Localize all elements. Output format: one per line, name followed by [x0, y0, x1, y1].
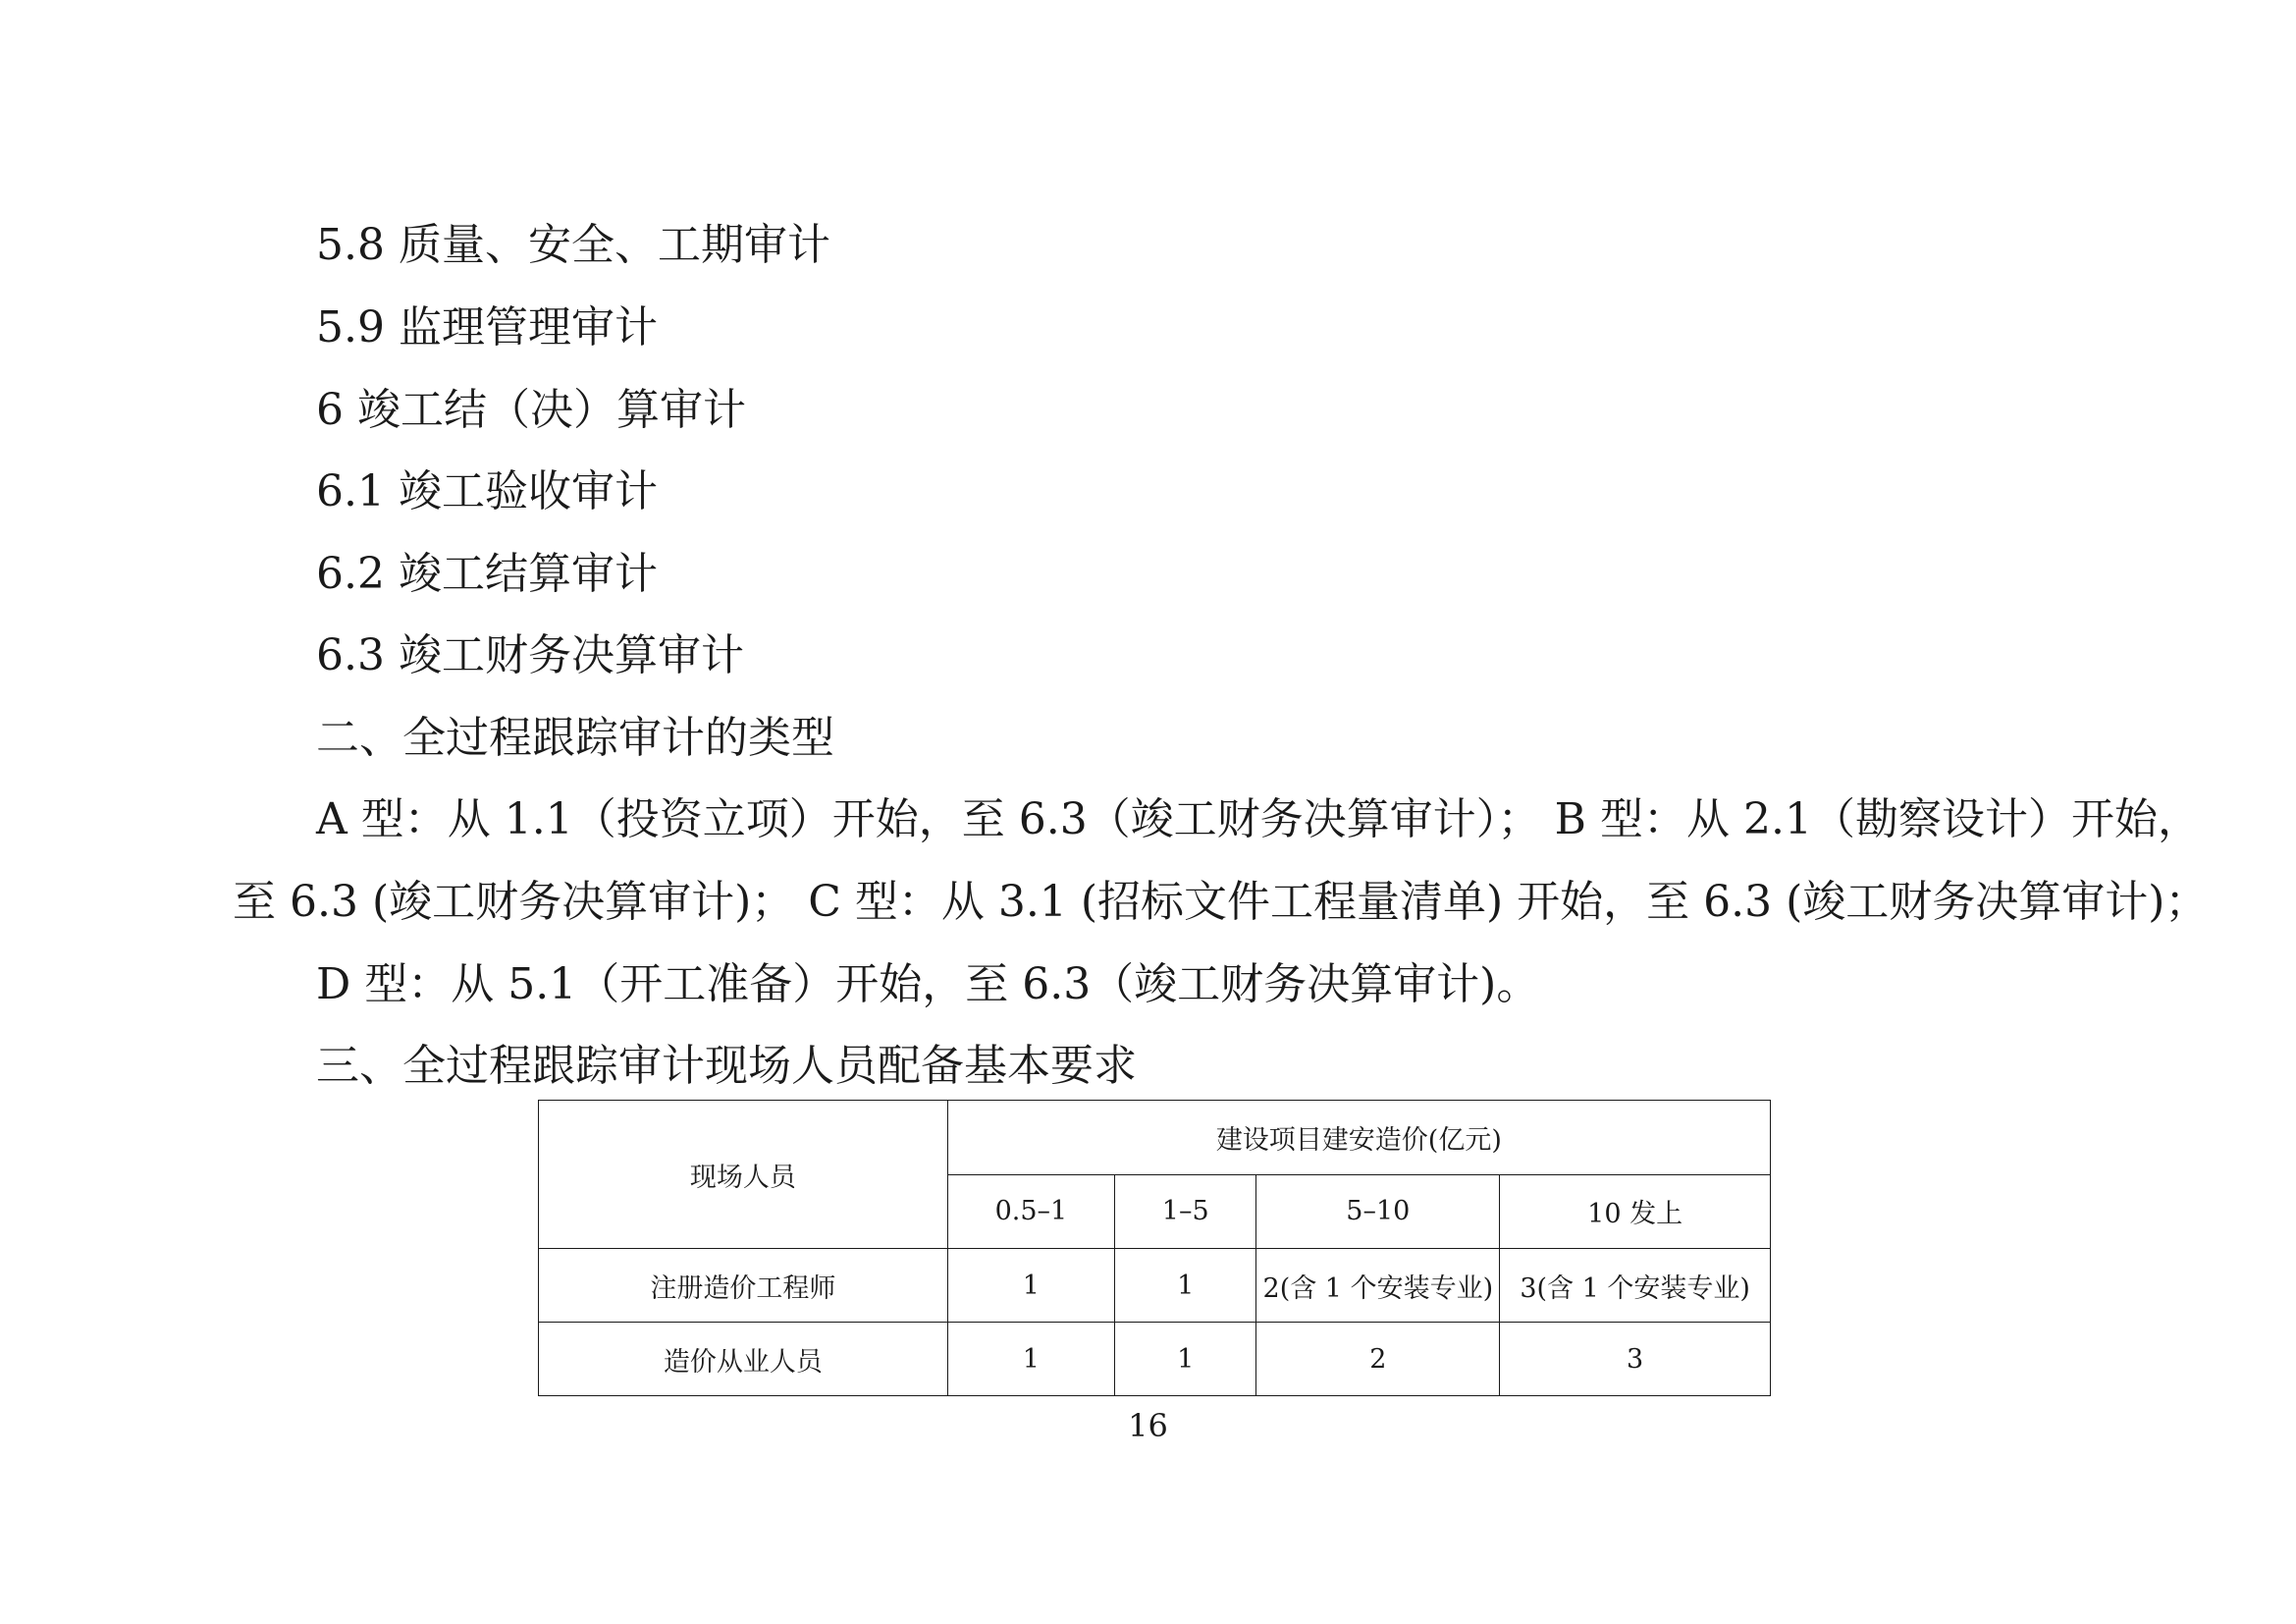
- group-header-cell: 建设项目建安造价(亿元): [947, 1101, 1770, 1175]
- staffing-table: [538, 1100, 1771, 1396]
- types-paragraph-line-1: A 型：从 1.1（投资立项）开始，至 6.3（竣工财务决算审计）； B 型：从 2.1（勘察设计）开始，: [316, 794, 2201, 844]
- table-header-row: [539, 1101, 1771, 1175]
- row-header-cell: 现场人员: [539, 1101, 948, 1249]
- heading-6-2: 6.2 竣工结算审计: [316, 549, 658, 599]
- range-cell: 0.5–1: [947, 1174, 1114, 1249]
- heading-5-9: 5.9 监理管理审计: [316, 302, 658, 352]
- section-2-heading: 二、全过程跟踪审计的类型: [316, 713, 834, 763]
- value-cell: 3(含 1 个安装专业): [1500, 1249, 1771, 1323]
- value-cell: 1: [1115, 1323, 1256, 1396]
- value-cell: 2: [1256, 1323, 1500, 1396]
- heading-6-3: 6.3 竣工财务决算审计: [316, 630, 744, 680]
- heading-6-1: 6.1 竣工验收审计: [316, 466, 658, 516]
- heading-6: 6 竣工结（决）算审计: [316, 385, 746, 435]
- range-cell: 1–5: [1115, 1174, 1256, 1249]
- table-row: [539, 1249, 1771, 1323]
- page-number: 16: [1128, 1407, 1168, 1444]
- section-3-heading: 三、全过程跟踪审计现场人员配备基本要求: [316, 1041, 1137, 1091]
- value-cell: 1: [1115, 1249, 1256, 1323]
- row-label-cell: 注册造价工程师: [539, 1249, 948, 1323]
- value-cell: 1: [947, 1249, 1114, 1323]
- heading-5-8: 5.8 质量、安全、工期审计: [316, 220, 830, 270]
- value-cell: 2(含 1 个安装专业): [1256, 1249, 1500, 1323]
- types-paragraph-line-3: D 型：从 5.1（开工准备）开始，至 6.3（竣工财务决算审计)。: [316, 959, 1540, 1009]
- range-cell: 10 发上: [1500, 1174, 1771, 1249]
- value-cell: 3: [1500, 1323, 1771, 1396]
- range-cell: 5–10: [1256, 1174, 1500, 1249]
- table-row: [539, 1323, 1771, 1396]
- row-label-cell: 造价从业人员: [539, 1323, 948, 1396]
- types-paragraph-line-2: 至 6.3 (竣工财务决算审计)； C 型：从 3.1 (招标文件工程量清单) 开始，至 6.3 (竣工财务决算审计)；: [233, 877, 2209, 927]
- value-cell: 1: [947, 1323, 1114, 1396]
